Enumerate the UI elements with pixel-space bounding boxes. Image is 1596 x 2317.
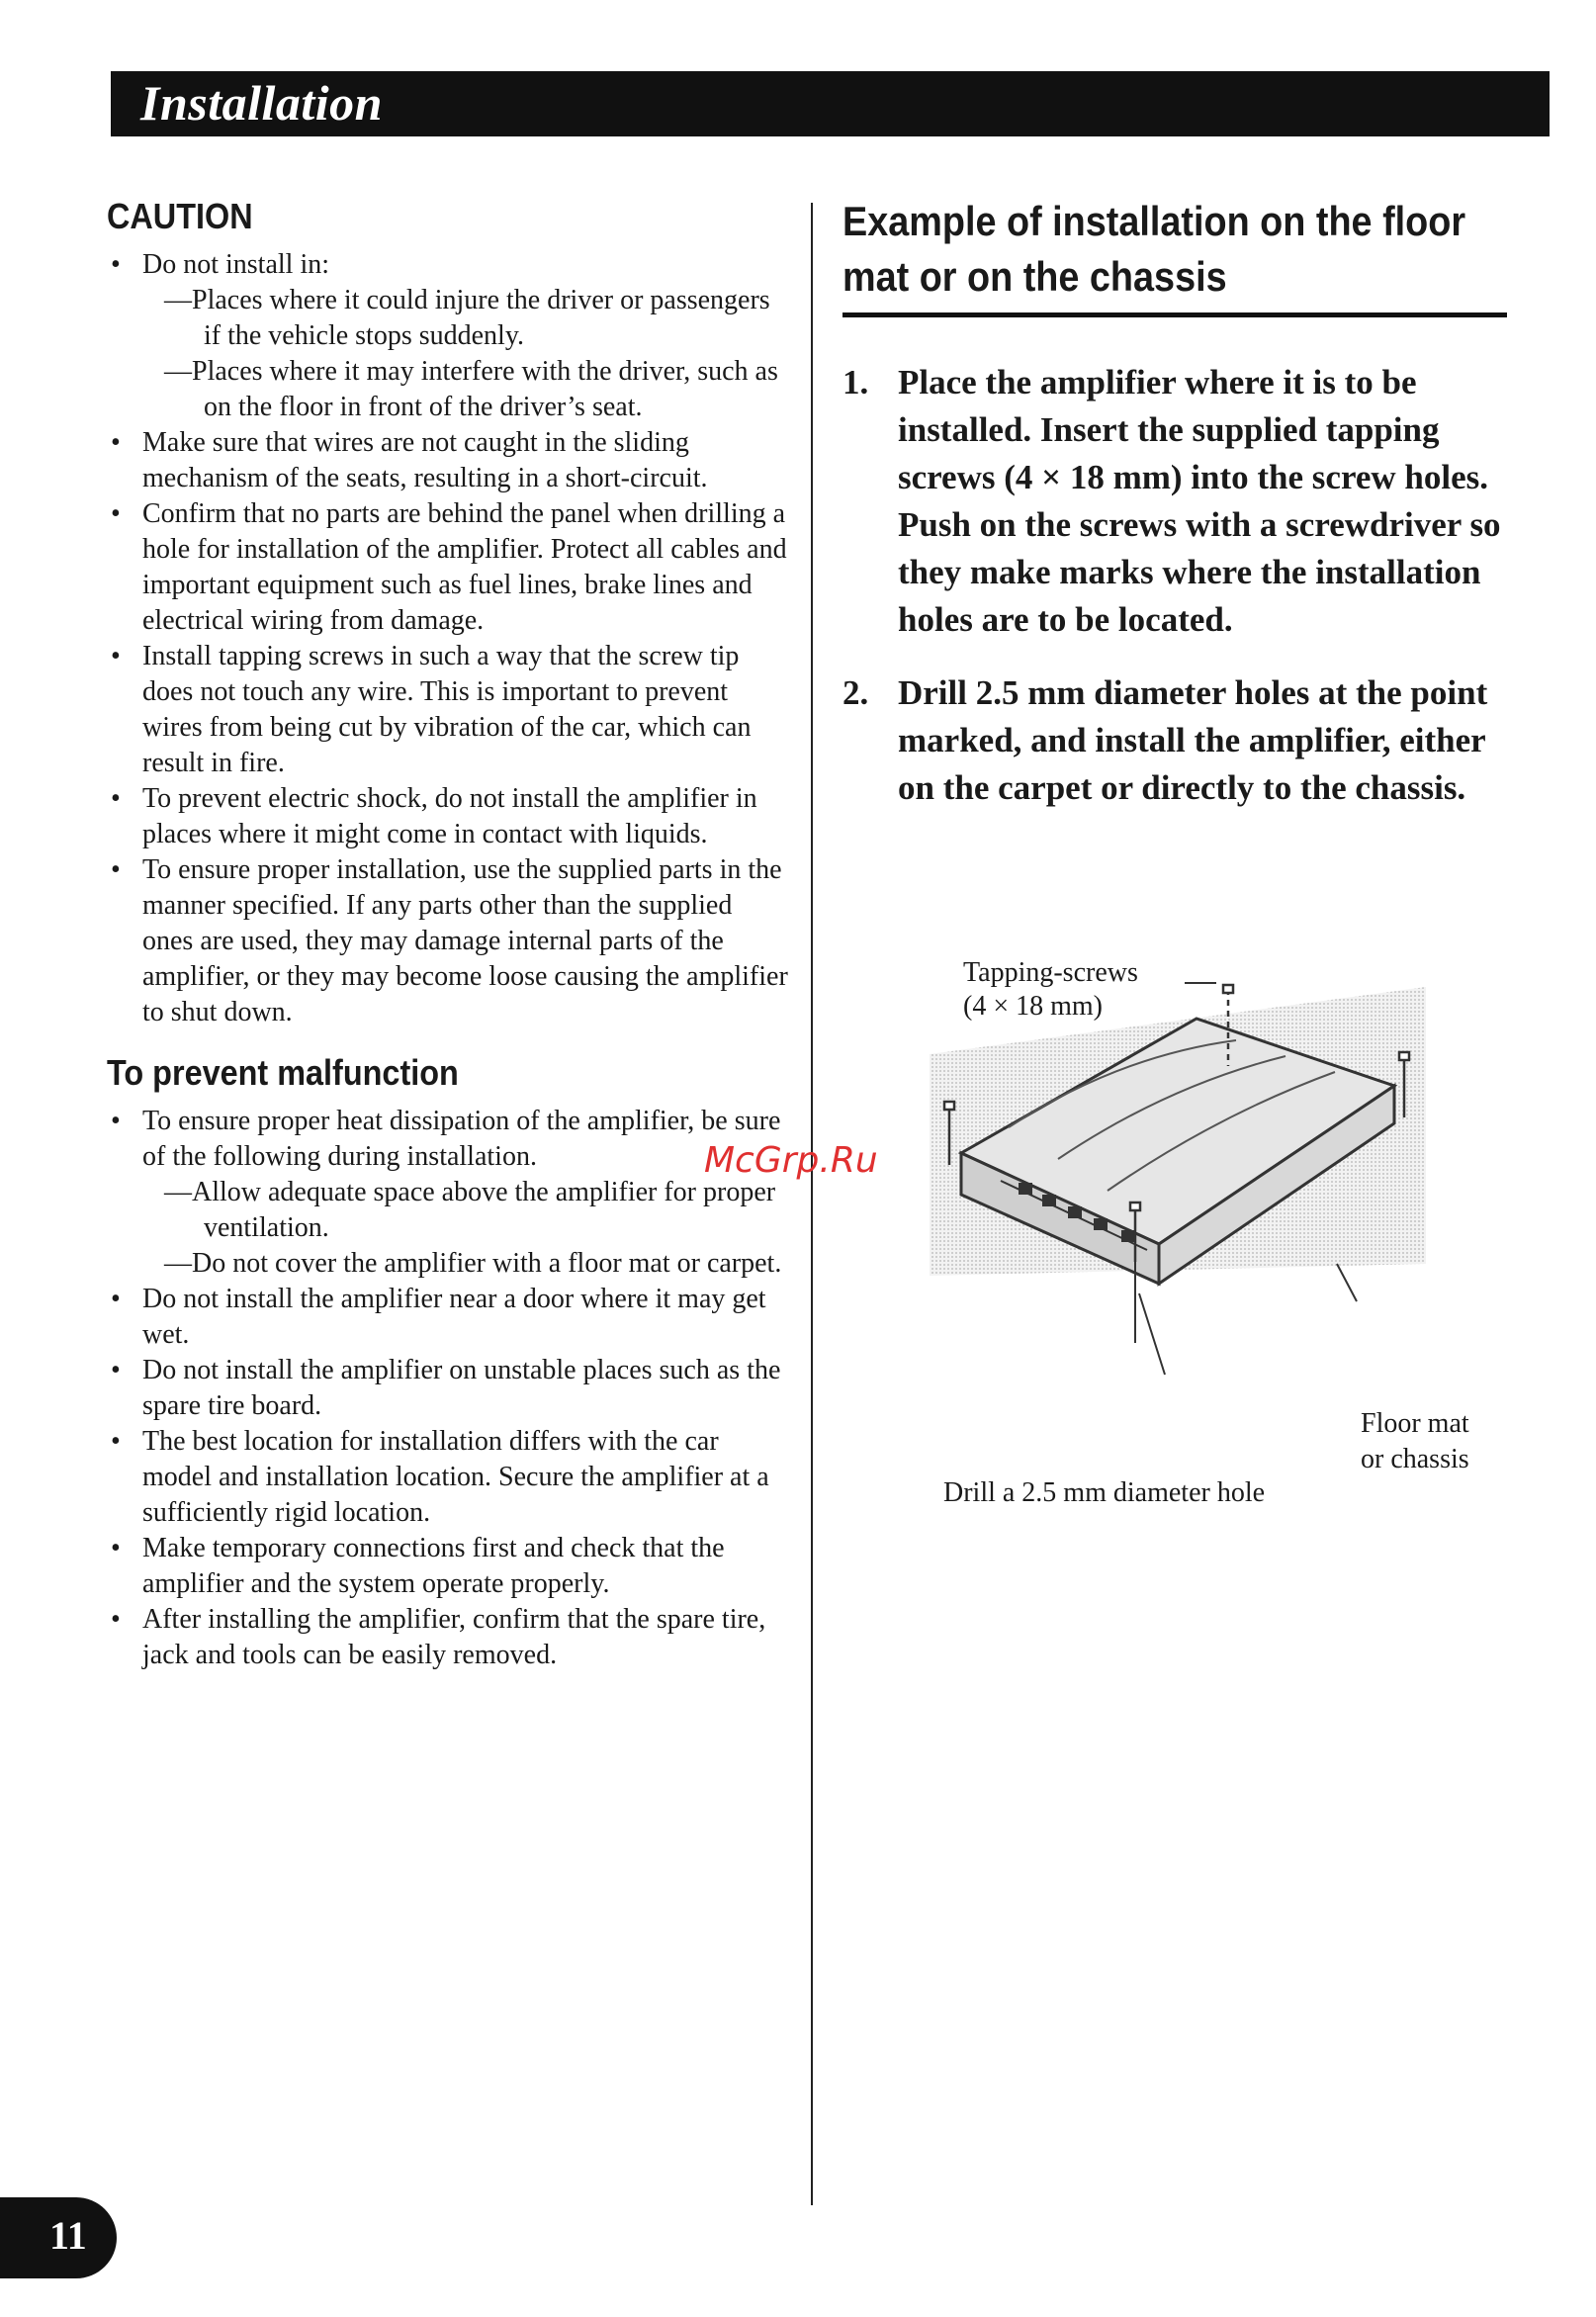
bullet-text: To prevent electric shock, do not install the amplifier in places where it might come in contact with liquids. [142, 783, 757, 849]
sub-item: —Allow adequate space above the amplifier for proper ventilation. [164, 1177, 776, 1243]
bullet-text: Do not install in: [142, 249, 329, 280]
step-item [842, 669, 1507, 812]
malfunction-heading: To prevent malfunction [107, 1052, 459, 1093]
bullet-text: Make temporary connections first and check that the amplifier and the system operate properly. [142, 1533, 725, 1599]
sub-list [142, 1175, 789, 1282]
column-divider [811, 203, 813, 2205]
malfunction-item [107, 1602, 789, 1673]
drill-pointer [1139, 1293, 1165, 1375]
caution-item [107, 852, 789, 1030]
floor-mat-label: Floor mat [1361, 1408, 1469, 1439]
malfunction-item [107, 1424, 789, 1531]
floor-pointer [1337, 1264, 1357, 1301]
bullet-text: Confirm that no parts are behind the panel when drilling a hole for installation of the amplifier. Protect all cables and important equipment such as fuel lines, brake lines and electrical wiring from damage. [142, 498, 787, 636]
malfunction-item [107, 1531, 789, 1602]
sub-list [142, 283, 789, 425]
page-number: 11 [49, 2213, 87, 2258]
caution-item [107, 781, 789, 852]
caution-item [107, 247, 789, 425]
malfunction-list [107, 1104, 789, 1673]
caution-item [107, 639, 789, 781]
step-text: Place the amplifier where it is to be installed. Insert the supplied tapping screws (4 × 18 mm) into the screw holes. Push on the screws with a screwdriver so they make marks where the installation holes are to be located. [898, 363, 1501, 639]
malfunction-item [107, 1104, 789, 1282]
steps-list [842, 359, 1507, 812]
bullet-text: Install tapping screws in such a way that the screw tip does not touch any wire. This is important to prevent wires from being cut by vibration of the car, which can result in fire. [142, 641, 752, 778]
tapping-size-label: (4 × 18 mm) [963, 991, 1103, 1022]
bullet-text: To ensure proper installation, use the supplied parts in the manner specified. If any parts other than the supplied ones are used, they may damage internal parts of the amplifier, or they may become loose causing the amplifier to shut down. [142, 854, 788, 1027]
page-number-badge [0, 2197, 117, 2278]
bullet-text: Do not install the amplifier near a door where it may get wet. [142, 1284, 766, 1350]
header-bar [111, 71, 1550, 136]
bullet-text: Make sure that wires are not caught in the sliding mechanism of the seats, resulting in a short-circuit. [142, 427, 708, 493]
page-title: Installation [140, 75, 383, 131]
chassis-label: or chassis [1361, 1444, 1469, 1474]
example-title: Example of installation on the floor mat or on the chassis [842, 198, 1466, 300]
drill-label: Drill a 2.5 mm diameter hole [943, 1477, 1266, 1508]
step-item [842, 359, 1507, 644]
installation-figure [920, 947, 1493, 1521]
sub-item: —Places where it may interfere with the driver, such as on the floor in front of the driver’s seat. [164, 356, 778, 422]
malfunction-item [107, 1282, 789, 1353]
caution-heading: CAUTION [107, 196, 253, 236]
sub-item: —Places where it could injure the driver or passengers if the vehicle stops suddenly. [164, 285, 770, 351]
title-underline [842, 312, 1507, 317]
bullet-text: To ensure proper heat dissipation of the amplifier, be sure of the following during installation. [142, 1106, 781, 1172]
bullet-text: After installing the amplifier, confirm that the spare tire, jack and tools can be easily removed. [142, 1604, 766, 1670]
caution-list [107, 247, 789, 1030]
malfunction-item [107, 1353, 789, 1424]
tapping-screws-label: Tapping-screws [963, 957, 1138, 988]
bullet-text: Do not install the amplifier on unstable places such as the spare tire board. [142, 1355, 781, 1421]
caution-item [107, 496, 789, 639]
caution-item [107, 425, 789, 496]
sub-item: —Do not cover the amplifier with a floor mat or carpet. [164, 1248, 782, 1279]
step-text: Drill 2.5 mm diameter holes at the point marked, and install the amplifier, either on the carpet or directly to the chassis. [898, 673, 1488, 807]
step-number: 1. [842, 363, 869, 401]
step-number: 2. [842, 673, 869, 712]
bullet-text: The best location for installation differs with the car model and installation location. Secure the amplifier at a sufficiently rigid location. [142, 1426, 769, 1528]
left-column [107, 194, 789, 1673]
watermark-text: McGrp.Ru [704, 1140, 878, 1181]
right-column [842, 194, 1507, 838]
